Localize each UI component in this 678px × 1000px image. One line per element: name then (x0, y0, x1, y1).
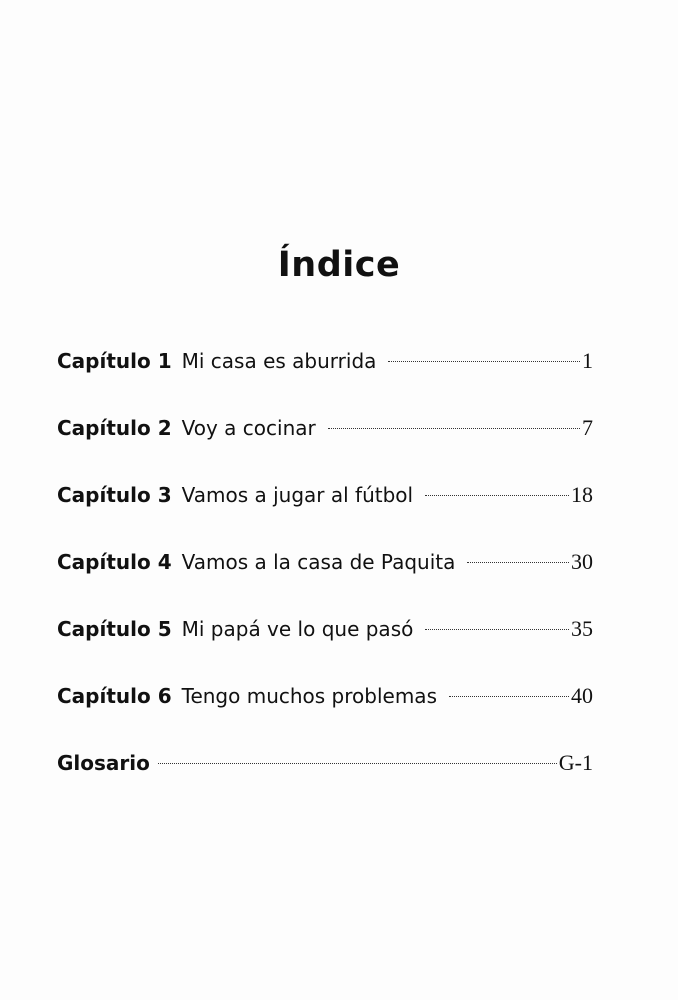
dot-leader (425, 629, 569, 630)
dot-leader (328, 428, 580, 429)
table-of-contents (57, 348, 593, 817)
toc-entry-chapter-4 (57, 549, 593, 616)
toc-entry-chapter-2 (57, 415, 593, 482)
page-number: 18 (571, 482, 593, 507)
dot-leader (467, 562, 569, 563)
toc-entry-glossary (57, 750, 593, 817)
chapter-title: Mi casa es aburrida (181, 349, 377, 373)
toc-entry-chapter-6 (57, 683, 593, 750)
glossary-label: Glosario (57, 751, 150, 775)
chapter-title: Vamos a la casa de Paquita (181, 550, 456, 574)
page-number: 7 (582, 415, 593, 440)
page-number: 40 (571, 683, 593, 708)
chapter-title: Vamos a jugar al fútbol (181, 483, 414, 507)
page-number: 30 (571, 549, 593, 574)
toc-entry-chapter-5 (57, 616, 593, 683)
page-number: 35 (571, 616, 593, 641)
toc-entry-chapter-1 (57, 348, 593, 415)
dot-leader (158, 763, 557, 764)
dot-leader (388, 361, 580, 362)
chapter-title: Mi papá ve lo que pasó (181, 617, 414, 641)
toc-entry-chapter-3 (57, 482, 593, 549)
chapter-label: Capítulo 3 (57, 483, 172, 507)
chapter-label: Capítulo 2 (57, 416, 172, 440)
chapter-title: Tengo muchos problemas (181, 684, 437, 708)
chapter-label: Capítulo 1 (57, 349, 172, 373)
dot-leader (425, 495, 569, 496)
chapter-label: Capítulo 4 (57, 550, 172, 574)
page-number: 1 (582, 348, 593, 373)
chapter-label: Capítulo 5 (57, 617, 172, 641)
chapter-title: Voy a cocinar (181, 416, 316, 440)
page-title: Índice (277, 245, 401, 285)
chapter-label: Capítulo 6 (57, 684, 172, 708)
page-number: G-1 (558, 750, 593, 775)
dot-leader (449, 696, 569, 697)
